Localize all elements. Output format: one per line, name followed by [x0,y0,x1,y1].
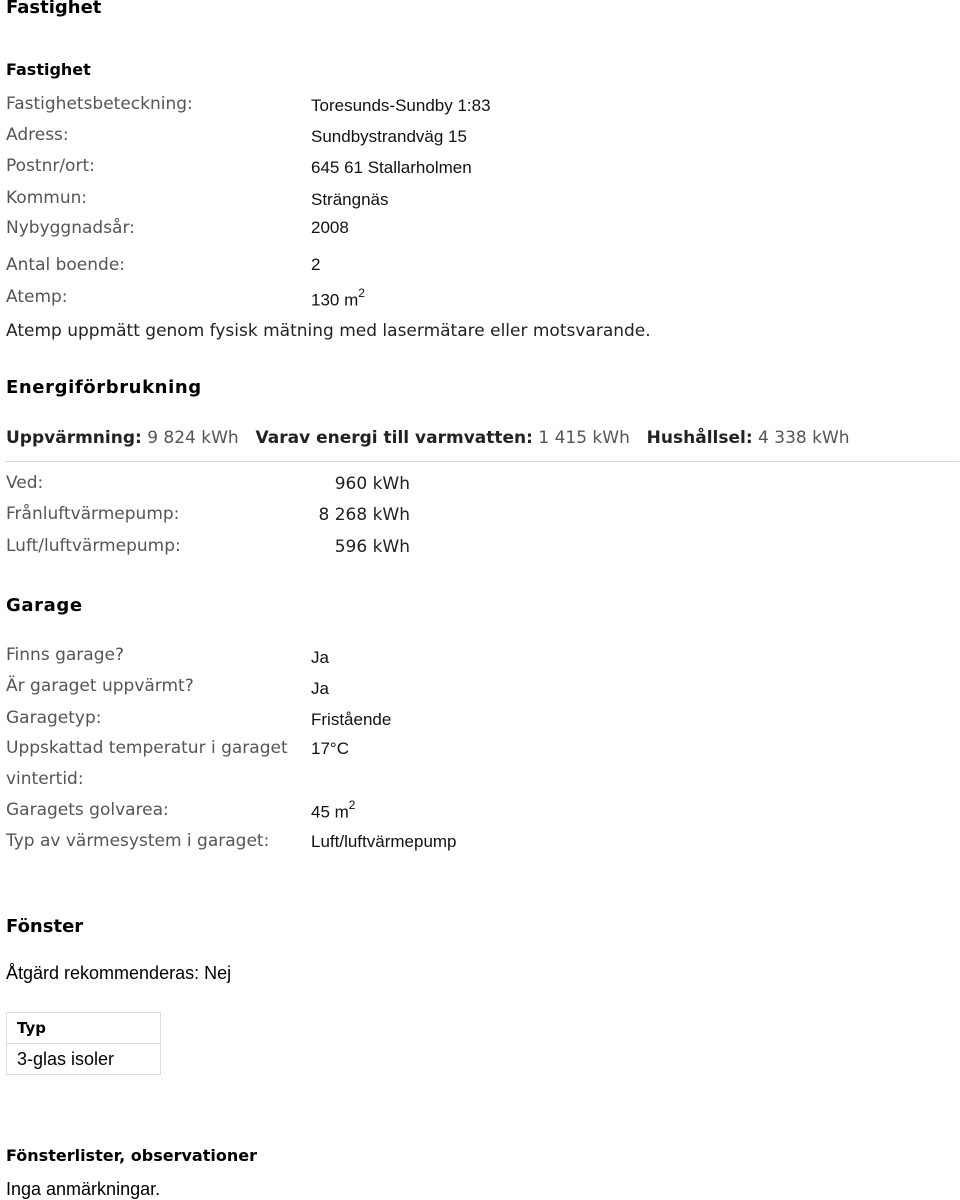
summary-value: 1 415 kWh [538,428,630,448]
property-value: Toresunds-Sundby 1:83 [311,96,491,115]
property-label: Fastighetsbeteckning: [6,94,193,114]
atemp-note: Atemp uppmätt genom fysisk mätning med lasermätare eller motsvarande. [6,321,651,341]
atemp-value: 130 $m^2$ [311,286,365,310]
garage-value: 17°C [311,739,349,758]
property-heading: Fastighet [6,60,91,79]
summary-value: 4 338 kWh [758,428,850,448]
property-label: Nybyggnadsår: [6,218,135,238]
source-value: 8 268 kWh [318,505,410,525]
windows-action: Åtgärd rekommenderas: Nej [6,963,232,983]
property-label: Adress: [6,125,69,145]
summary-label: Hushållsel: [646,428,753,448]
garage-heading: Garage [6,595,83,616]
garage-value: Ja [311,648,329,667]
garage-label: Garagets golvarea: [6,800,169,820]
source-label: Frånluftvärmepump: [6,504,180,524]
garage-label: Garagetyp: [6,708,102,728]
garage-label: Uppskattad temperatur i garaget [6,738,288,758]
windows-table-header: Typ [7,1013,161,1044]
listers-text: Inga anmärkningar. [6,1179,161,1199]
windows-table-cell: 3-glas isoler [7,1044,161,1075]
garage-value: Luft/luftvärmepump [311,832,457,851]
windows-table [6,1012,161,1075]
property-label: Postnr/ort: [6,156,95,176]
page-title: Fastighet [6,0,102,18]
garage-area-value: 45 $m^2$ [311,798,356,822]
windows-heading: Fönster [6,916,84,937]
property-value: 2008 [311,218,349,237]
garage-value: Ja [311,679,329,698]
property-label: Kommun: [6,188,88,208]
property-value: 2 [311,255,321,274]
summary-label: Uppvärmning: [6,428,142,448]
garage-label: vintertid: [6,769,84,789]
garage-label: Finns garage? [6,645,124,665]
atemp-label: Atemp: [6,287,68,307]
source-label: Luft/luftvärmepump: [6,536,181,556]
energy-heading: Energiförbrukning [6,377,202,398]
summary-value: 9 824 kWh [147,428,239,448]
garage-label: Typ av värmesystem i garaget: [6,831,270,851]
source-value: 596 kWh [334,537,410,557]
summary-label: Varav energi till varmvatten: [255,428,533,448]
source-label: Ved: [6,473,44,493]
divider [5,461,959,462]
property-label: Antal boende: [6,255,126,275]
property-value: 645 61 Stallarholmen [311,158,472,177]
energy-summary [6,428,850,448]
property-value: Sundbystrandväg 15 [311,127,467,146]
source-value: 960 kWh [334,474,410,494]
listers-heading: Fönsterlister, observationer [6,1146,257,1165]
garage-value: Fristående [311,710,392,729]
garage-label: Är garaget uppvärmt? [6,676,194,696]
property-value: Strängnäs [311,190,389,209]
